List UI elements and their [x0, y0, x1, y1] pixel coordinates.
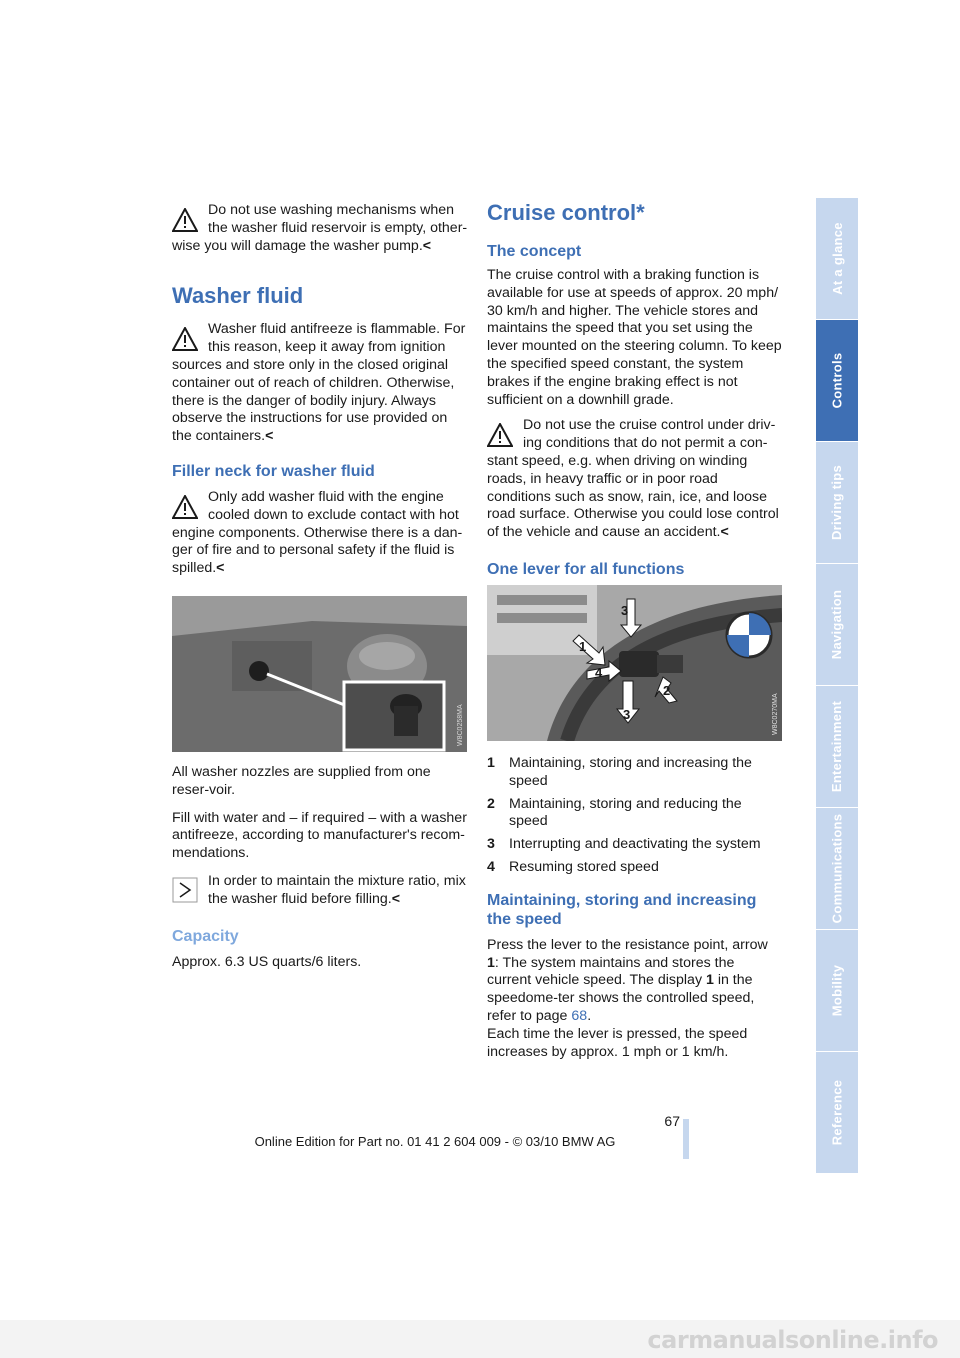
maintain-text-c: in the speedome-ter shows the controlled speed, refer to page	[487, 972, 755, 1024]
footer-edition: Online Edition for Part no. 01 41 2 604 009 - © 03/10 BMW AG	[254, 1134, 616, 1149]
warning-filler-neck	[172, 489, 468, 578]
engine-illustration	[172, 596, 467, 752]
tab-communications[interactable]	[816, 808, 858, 929]
warning-rest: wise you will damage the washer pump.	[172, 237, 423, 254]
section-title-cruise-control: Cruise control*	[487, 200, 645, 225]
end-mark: <	[391, 890, 401, 907]
note-arrow-icon	[172, 877, 198, 903]
capacity-paragraph: Approx. 6.3 US quarts/6 liters.	[172, 953, 362, 970]
engine-compartment-photo	[172, 596, 467, 752]
note-line-1: In order to maintain the mixture ratio, mix	[208, 872, 466, 889]
lever-illustration	[487, 585, 782, 741]
warning-line-2: ing conditions that do not permit a con-	[523, 435, 768, 452]
note-line-2	[172, 891, 468, 909]
end-mark: <	[422, 237, 432, 254]
cruise-lever-photo	[487, 585, 782, 741]
warning-triangle-icon	[487, 423, 513, 447]
list-number: 3	[487, 836, 495, 853]
page-link[interactable]: 68	[571, 1007, 588, 1024]
section-title-one-lever: One lever for all functions	[487, 560, 685, 578]
maintain-text-b: : The system maintains and stores the current vehicle speed. The display	[487, 954, 735, 989]
warning-triangle-icon	[172, 495, 198, 519]
warning-antifreeze	[172, 321, 468, 446]
section-title-maintaining: Maintaining, storing and increasing the speed	[487, 891, 757, 928]
warning-triangle-icon	[172, 327, 198, 351]
fill-paragraph: Fill with water and – if required – with a washer antifreeze, according to manufacturer's recom-mendations.	[172, 809, 467, 862]
tab-label: Mobility	[829, 964, 845, 1017]
section-title-capacity: Capacity	[172, 927, 239, 945]
watermark-bar	[0, 1320, 960, 1358]
left-column	[172, 202, 468, 978]
tab-driving-tips[interactable]	[816, 442, 858, 563]
photo-code: W8C0258MA	[457, 704, 464, 746]
list-text: Maintaining, storing and increasing the speed	[509, 754, 752, 789]
list-item	[487, 836, 782, 854]
warning-line-1: Only add washer fluid with the engine	[208, 488, 444, 505]
warning-line-2: the washer fluid reservoir is empty, other-	[208, 219, 468, 236]
arrow-label: 1	[579, 638, 587, 654]
display-ref: 1	[705, 972, 714, 989]
end-mark: <	[265, 428, 274, 445]
tab-label: Navigation	[829, 589, 845, 660]
maintain-text-a: Press the lever to the resistance point, arrow	[487, 936, 768, 953]
list-number: 4	[487, 858, 495, 875]
warning-rest: engine components. Otherwise there is a dan-ger of fire and to personal safety if the fluid is spilled.	[172, 524, 463, 577]
concept-paragraph: The cruise control with a braking function is available for use at speeds of approx. 20 mph/ 30 km/h and higher. The vehicle stores and maintains the speed that you set using the lever mounted on the steering column. To keep the specified speed constant, the system brakes if the engine braking effect is not sufficient on a downhill grade.	[487, 267, 782, 408]
nozzles-paragraph: All washer nozzles are supplied from one reser-voir.	[172, 763, 431, 798]
warning-washer-empty	[172, 202, 468, 255]
warning-line-2: this reason, keep it away from ignition	[208, 339, 446, 356]
warning-line-1: Do not use the cruise control under driv-	[523, 417, 776, 434]
tab-at-a-glance[interactable]	[816, 198, 858, 319]
list-text: Interrupting and deactivating the system	[509, 836, 761, 853]
page-number: 67	[664, 1113, 680, 1129]
chapter-sidebar	[816, 198, 858, 1174]
arrow-label: 3	[621, 602, 629, 618]
arrow-label: 2	[663, 682, 671, 698]
tab-navigation[interactable]	[816, 564, 858, 685]
list-item	[487, 755, 782, 791]
warning-line-2: cooled down to exclude contact with hot	[208, 506, 459, 523]
note-line-2-text: the washer fluid before filling.	[208, 890, 392, 907]
end-mark: <	[720, 524, 729, 541]
arrow-label: 4	[595, 664, 603, 680]
section-title-filler-neck: Filler neck for washer fluid	[172, 462, 375, 480]
end-mark: <	[216, 560, 225, 577]
tab-label: Driving tips	[829, 464, 845, 541]
tab-label: Communications	[829, 813, 845, 924]
list-text: Maintaining, storing and reducing the speed	[509, 795, 742, 830]
lever-functions-list	[487, 755, 782, 877]
watermark-text: carmanualsonline.info	[647, 1326, 938, 1354]
tab-label: Controls	[829, 352, 845, 409]
note-mixture-ratio	[172, 873, 468, 909]
section-title-concept: The concept	[487, 243, 582, 260]
tab-entertainment[interactable]	[816, 686, 858, 807]
photo-code: W8C0270MA	[772, 693, 779, 735]
warning-line-1: Washer fluid antifreeze is flammable. For	[208, 321, 466, 338]
warning-rest: sources and store only in the closed original container out of reach of children. Otherwise, there is the danger of bodily injury. Always observe the instructions for use provided on the containers.	[172, 356, 455, 445]
list-text: Resuming stored speed	[509, 858, 659, 875]
warning-rest: stant speed, e.g. when driving on winding roads, in heavy traffic or in poor road conditions such as snow, rain, ice, and loose road surface. Otherwise you could lose control of the vehicle and cause an accident.	[487, 452, 779, 541]
tab-label: Entertainment	[829, 700, 845, 793]
warning-cruise-conditions	[487, 417, 782, 542]
page-marker	[683, 1119, 689, 1159]
tab-reference[interactable]	[816, 1052, 858, 1173]
warning-triangle-icon	[172, 208, 198, 232]
tab-mobility[interactable]	[816, 930, 858, 1051]
list-number: 2	[487, 795, 495, 812]
maintaining-paragraph	[487, 937, 782, 1026]
warning-line-1: Do not use washing mechanisms when	[208, 202, 455, 218]
list-item	[487, 796, 782, 832]
maintain-text-d: .	[587, 1007, 592, 1024]
list-number: 1	[487, 754, 495, 771]
arrow-label: 3	[623, 706, 631, 722]
tab-controls[interactable]	[816, 320, 858, 441]
list-item	[487, 859, 782, 877]
tab-label: At a glance	[829, 222, 845, 295]
arrow-ref: 1	[487, 954, 495, 971]
section-title-washer-fluid: Washer fluid	[172, 283, 304, 309]
tab-label: Reference	[829, 1079, 845, 1146]
maintaining-paragraph-2: Each time the lever is pressed, the speed increases by approx. 1 mph or 1 km/h.	[487, 1025, 748, 1060]
right-column	[487, 200, 782, 1068]
